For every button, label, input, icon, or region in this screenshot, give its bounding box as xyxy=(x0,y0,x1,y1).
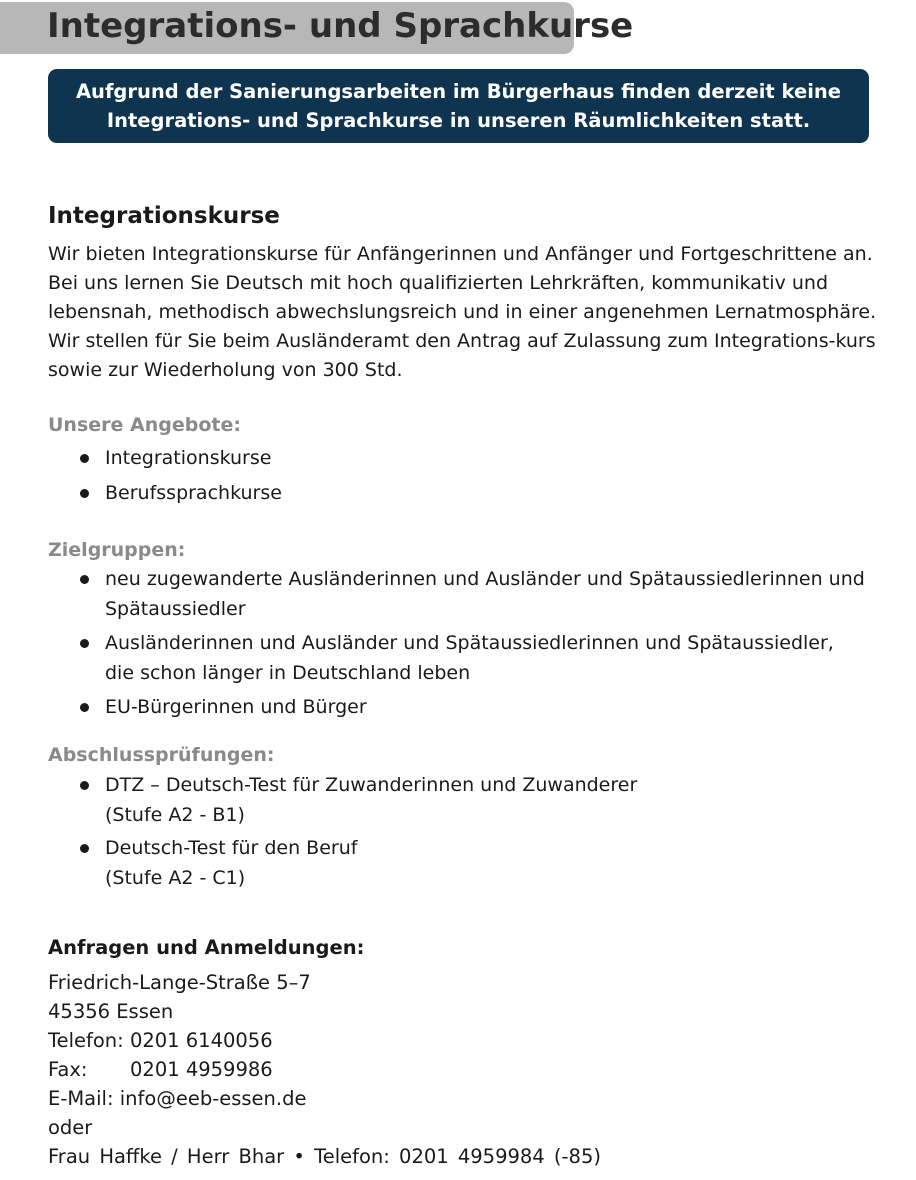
list-item xyxy=(78,833,868,893)
list-item xyxy=(78,443,868,473)
bullet-icon xyxy=(80,781,89,790)
bullet-icon xyxy=(80,844,89,853)
bullet-icon xyxy=(80,575,89,584)
fax-number: 0201 4959986 xyxy=(130,1058,273,1081)
email-label: E-Mail: xyxy=(48,1087,114,1110)
contact-fax-line xyxy=(48,1055,848,1084)
list-item-text: Integrationskurse xyxy=(105,447,272,469)
list-item xyxy=(78,692,868,722)
phone-number: 0201 6140056 xyxy=(129,1029,273,1052)
page-title: Integrations- und Sprachkurse xyxy=(47,6,634,46)
email-link[interactable]: info@eeb-essen.de xyxy=(119,1087,307,1110)
bullet-icon xyxy=(80,703,89,712)
list-item xyxy=(78,770,868,830)
fax-label: Fax: xyxy=(48,1058,88,1081)
exams-heading: Abschlussprüfungen: xyxy=(48,744,275,766)
target-groups-heading: Zielgruppen: xyxy=(48,539,186,561)
list-item-text: DTZ – Deutsch-Test für Zuwanderinnen und Zuwanderer xyxy=(105,774,638,796)
list-item-text: Ausländerinnen und Ausländer und Spätaussiedlerinnen und Spätaussiedler, die schon länger in Deutschland leben xyxy=(105,632,834,684)
bullet-icon xyxy=(80,639,89,648)
list-item-text: neu zugewanderte Ausländerinnen und Ausländer und Spätaussiedlerinnen und Spätaussiedler xyxy=(105,568,865,620)
contact-persons-line xyxy=(48,1142,848,1171)
contact-city: 45356 Essen xyxy=(48,1000,174,1023)
contact-block xyxy=(48,968,848,1171)
list-item-text: Berufssprachkurse xyxy=(105,482,282,504)
contact-phone-line xyxy=(48,1026,848,1055)
list-item xyxy=(78,478,868,508)
list-item-subtext: (Stufe A2 - B1) xyxy=(105,804,245,826)
contact-persons: Frau Haffke / Herr Bhar xyxy=(48,1145,285,1168)
contact-street: Friedrich-Lange-Straße 5–7 xyxy=(48,971,311,994)
target-groups-list xyxy=(78,564,868,726)
list-item xyxy=(78,628,868,688)
contact-email-line xyxy=(48,1084,848,1113)
notice-text xyxy=(59,77,859,135)
list-item-text: EU-Bürgerinnen und Bürger xyxy=(105,696,367,718)
notice-line-1: Aufgrund der Sanierungsarbeiten im Bürgerhaus finden derzeit keine xyxy=(75,80,842,103)
list-item-text: Deutsch-Test für den Beruf xyxy=(105,837,358,859)
separator-bullet: • xyxy=(293,1145,305,1168)
contact-persons-phone: Telefon: 0201 4959984 (-85) xyxy=(314,1145,601,1168)
intro-paragraph: Wir bieten Integrationskurse für Anfängerinnen und Anfänger und Fortgeschrittene an. Bei uns lernen Sie Deutsch mit hoch qualifizierten Lehrkräften, kommunikativ und lebensnah, methodisch abwechslungsreich und in einer angenehmen Lernatmosphäre. Wir stellen für Sie beim Ausländeramt den Antrag auf Zulassung zum Integrations-kurs sowie zur Wiederholung von 300 Std. xyxy=(48,243,877,381)
offers-heading: Unsere Angebote: xyxy=(48,414,241,436)
notice-line-2: Integrations- und Sprachkurse in unseren Räumlichkeiten statt. xyxy=(106,109,811,132)
offers-list xyxy=(78,443,868,508)
phone-label: Telefon: xyxy=(48,1029,124,1052)
exams-list xyxy=(78,770,868,893)
list-item xyxy=(78,564,868,624)
contact-heading: Anfragen und Anmeldungen: xyxy=(48,936,365,959)
contact-or: oder xyxy=(48,1116,93,1139)
bullet-icon xyxy=(80,454,89,463)
bullet-icon xyxy=(80,489,89,498)
notice-banner xyxy=(48,69,869,143)
section-heading-integration: Integrationskurse xyxy=(48,203,280,229)
list-item-subtext: (Stufe A2 - C1) xyxy=(105,867,246,889)
